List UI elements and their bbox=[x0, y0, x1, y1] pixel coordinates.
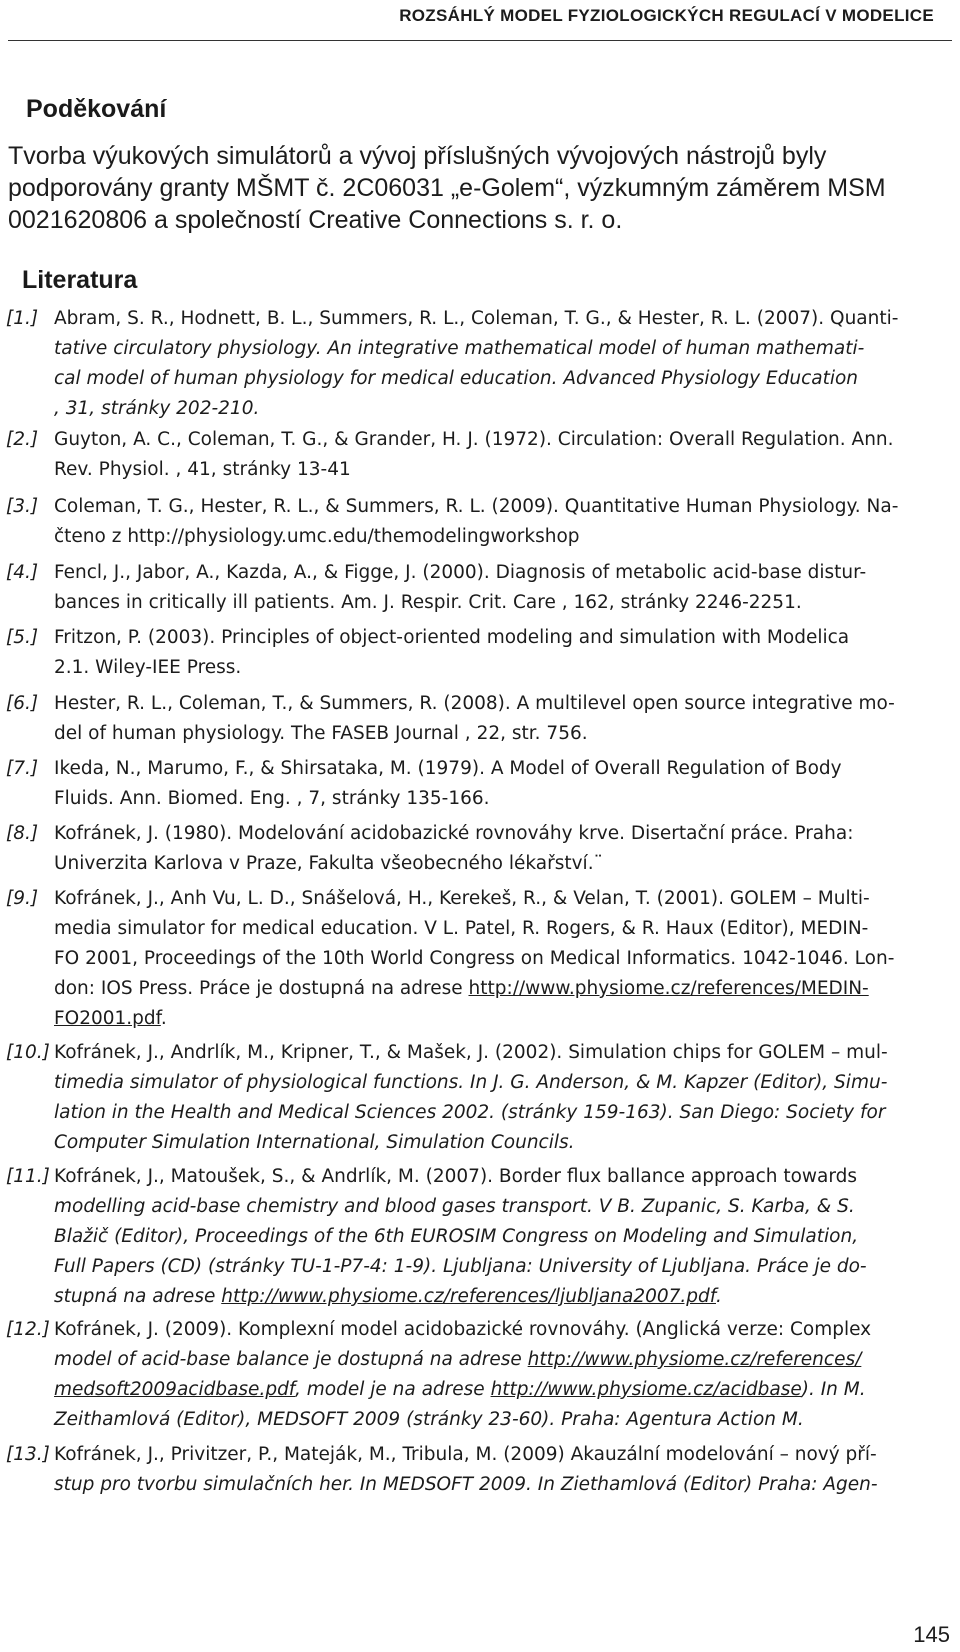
reference-link[interactable]: medsoft2009acidbase.pdf bbox=[54, 1379, 295, 1400]
literature-heading: Literatura bbox=[22, 266, 138, 294]
reference-number: [10.] bbox=[6, 1042, 50, 1063]
reference-7: [7.] Ikeda, N., Marumo, F., & Shirsataka, M. (1979). A Model of Overall Regulation of Body Fluids. Ann. Biomed. Eng. , 7, stránky 135-166. bbox=[6, 754, 914, 814]
reference-link[interactable]: http://www.physiome.cz/references/ bbox=[527, 1349, 862, 1370]
header-rule bbox=[8, 40, 952, 41]
reference-link[interactable]: http://www.physiome.cz/references/MEDIN- bbox=[468, 978, 869, 999]
reference-12: [12.] Kofránek, J. (2009). Komplexní model acidobazické rovnováhy. (Anglická verze: Complex model of acid-base balance je dostupná na adrese http://www.physiome.cz/references/ medsoft2009acidbase.pdf, model je na adrese http://www.physiome.cz/acidbase). In M. Zeithamlová (Editor), MEDSOFT 2009 (stránky 23-60). Praha: Agentura Action M. bbox=[6, 1315, 914, 1435]
reference-6: [6.] Hester, R. L., Coleman, T., & Summers, R. (2008). A multilevel open source integrative mo- del of human physiology. The FASEB Journal , 22, str. 756. bbox=[6, 689, 914, 749]
acknowledgement-body bbox=[8, 140, 908, 236]
reference-number: [2.] bbox=[6, 429, 39, 450]
reference-number: [6.] bbox=[6, 693, 39, 714]
reference-number: [4.] bbox=[6, 562, 39, 583]
acknowledgement-line: podporovány granty MŠMT č. 2C06031 „e-Golem“, výzkumným záměrem MSM bbox=[8, 174, 886, 202]
page-number: 145 bbox=[913, 1622, 950, 1647]
reference-number: [8.] bbox=[6, 823, 39, 844]
reference-5: [5.] Fritzon, P. (2003). Principles of object-oriented modeling and simulation with Modelica 2.1. Wiley-IEE Press. bbox=[6, 623, 914, 683]
reference-number: [9.] bbox=[6, 888, 39, 909]
reference-10: [10.] Kofránek, J., Andrlík, M., Kripner, T., & Mašek, J. (2002). Simulation chips for GOLEM – mul- timedia simulator of physiological functions. In J. G. Anderson, & M. Kapzer (Editor), Simu- lation in the Health and Medical Sciences 2002. (stránky 159-163). San Diego: Society for Computer Simulation International, Simulation Councils. bbox=[6, 1038, 914, 1158]
reference-13: [13.] Kofránek, J., Privitzer, P., Mateják, M., Tribula, M. (2009) Akauzální modelování – nový pří- stup pro tvorbu simulačních her. In MEDSOFT 2009. In Ziethamlová (Editor) Praha: Agen- bbox=[6, 1440, 914, 1500]
reference-number: [3.] bbox=[6, 496, 39, 517]
reference-link[interactable]: http://www.physiome.cz/acidbase bbox=[490, 1379, 802, 1400]
acknowledgement-line: 0021620806 a společností Creative Connections s. r. o. bbox=[8, 206, 623, 234]
reference-number: [5.] bbox=[6, 627, 39, 648]
reference-3: [3.] Coleman, T. G., Hester, R. L., & Summers, R. L. (2009). Quantitative Human Physiology. Na- čteno z http://physiology.umc.edu/themodelingworkshop bbox=[6, 492, 914, 552]
reference-11: [11.] Kofránek, J., Matoušek, S., & Andrlík, M. (2007). Border flux ballance approach towards modelling acid-base chemistry and blood gases transport. V B. Zupanic, S. Karba, & S. Blažič (Editor), Proceedings of the 6th EUROSIM Congress on Modeling and Simulation, Full Papers (CD) (stránky TU-1-P7-4: 1-9). Ljubljana: University of Ljubljana. Práce je do- stupná na adrese http://www.physiome.cz/references/ljubljana2007.pdf. bbox=[6, 1162, 914, 1312]
running-header bbox=[0, 6, 960, 41]
reference-link[interactable]: FO2001.pdf bbox=[54, 1008, 161, 1029]
acknowledgement-heading: Poděkování bbox=[26, 95, 167, 123]
reference-link[interactable]: http://www.physiome.cz/references/ljubljana2007.pdf bbox=[221, 1286, 716, 1307]
running-header-title: ROZSÁHLÝ MODEL FYZIOLOGICKÝCH REGULACÍ V MODELICE bbox=[399, 6, 934, 25]
reference-number: [7.] bbox=[6, 758, 39, 779]
reference-number: [12.] bbox=[6, 1319, 50, 1340]
reference-9: [9.] Kofránek, J., Anh Vu, L. D., Snášelová, H., Kerekeš, R., & Velan, T. (2001). GOLEM – Multi- media simulator for medical education. V L. Patel, R. Rogers, & R. Haux (Editor), MEDIN- FO 2001, Proceedings of the 10th World Congress on Medical Informatics. 1042-1046. Lon- don: IOS Press. Práce je dostupná na adrese http://www.physiome.cz/references/MEDIN- FO2001.pdf. bbox=[6, 884, 914, 1034]
reference-4: [4.] Fencl, J., Jabor, A., Kazda, A., & Figge, J. (2000). Diagnosis of metabolic acid-base distur- bances in critically ill patients. Am. J. Respir. Crit. Care , 162, stránky 2246-2251. bbox=[6, 558, 914, 618]
reference-2: [2.] Guyton, A. C., Coleman, T. G., & Grander, H. J. (1972). Circulation: Overall Regulation. Ann. Rev. Physiol. , 41, stránky 13-41 bbox=[6, 425, 914, 485]
reference-number: [11.] bbox=[6, 1166, 50, 1187]
reference-number: [1.] bbox=[6, 308, 39, 329]
reference-number: [13.] bbox=[6, 1444, 50, 1465]
acknowledgement-line: Tvorba výukových simulátorů a vývoj příslušných vývojových nástrojů byly bbox=[8, 142, 827, 170]
reference-1: [1.] Abram, S. R., Hodnett, B. L., Summers, R. L., Coleman, T. G., & Hester, R. L. (2007). Quanti- tative circulatory physiology. An integrative mathematical model of human mathemati- cal model of human physiology for medical education. Advanced Physiology Education , 31, stránky 202-210. bbox=[6, 304, 914, 424]
reference-8: [8.] Kofránek, J. (1980). Modelování acidobazické rovnováhy krve. Disertační práce. Praha: Univerzita Karlova v Praze, Fakulta všeobecného lékařství.¨ bbox=[6, 819, 914, 879]
